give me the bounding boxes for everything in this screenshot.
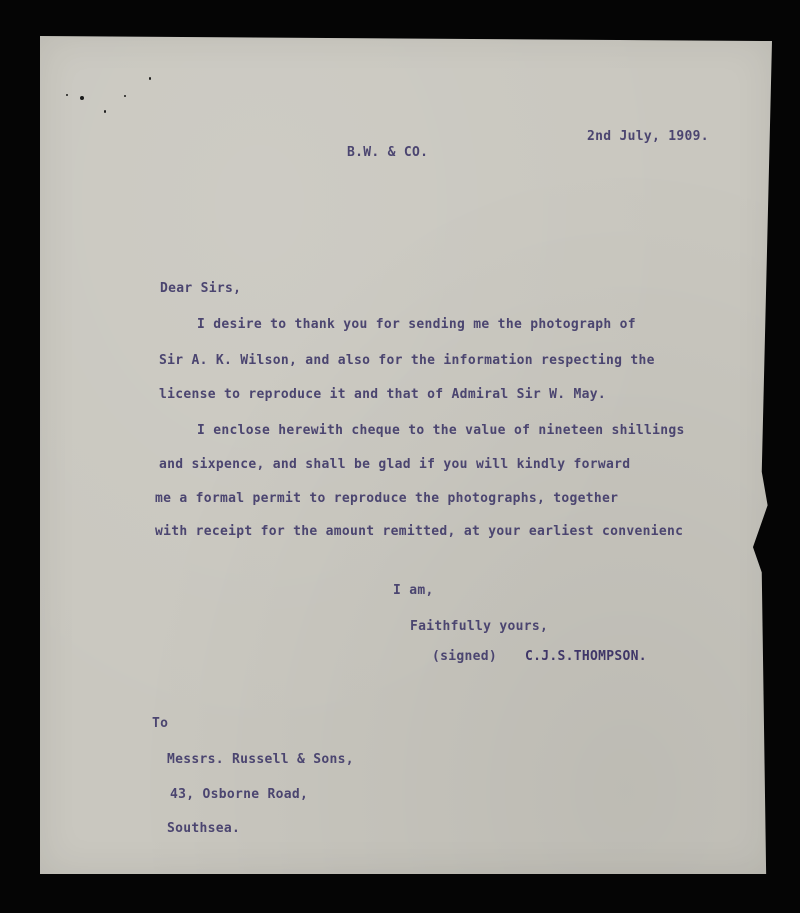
body-line: I enclose herewith cheque to the value of nineteen shillings [197,423,685,438]
address-line: 43, Osborne Road, [170,787,309,802]
body-line: with receipt for the amount remitted, at your earliest convenienc [155,524,684,539]
letter-reference: B.W. & CO. [347,145,429,160]
letter-paper [40,36,772,874]
signature-name: C.J.S.THOMPSON. [525,649,647,664]
address-line: Messrs. Russell & Sons, [167,752,354,767]
body-line: Sir A. K. Wilson, and also for the information respecting the [159,353,655,368]
signed-label: (signed) [432,649,498,664]
letter-date: 2nd July, 1909. [587,129,709,144]
ink-speck [124,95,126,97]
address-to-label: To [152,716,169,731]
body-line: and sixpence, and shall be glad if you will kindly forward [159,457,631,472]
body-line: license to reproduce it and that of Admiral Sir W. May. [159,387,606,402]
ink-speck [66,94,68,96]
body-line: me a formal permit to reproduce the photographs, together [155,491,619,506]
ink-speck [80,96,84,100]
body-line: I desire to thank you for sending me the photograph of [197,317,636,332]
closing-line: Faithfully yours, [410,619,549,634]
closing-line: I am, [393,583,434,598]
address-line: Southsea. [167,821,241,836]
ink-speck [104,110,106,113]
letter-salutation: Dear Sirs, [160,281,242,296]
ink-speck [149,77,151,80]
